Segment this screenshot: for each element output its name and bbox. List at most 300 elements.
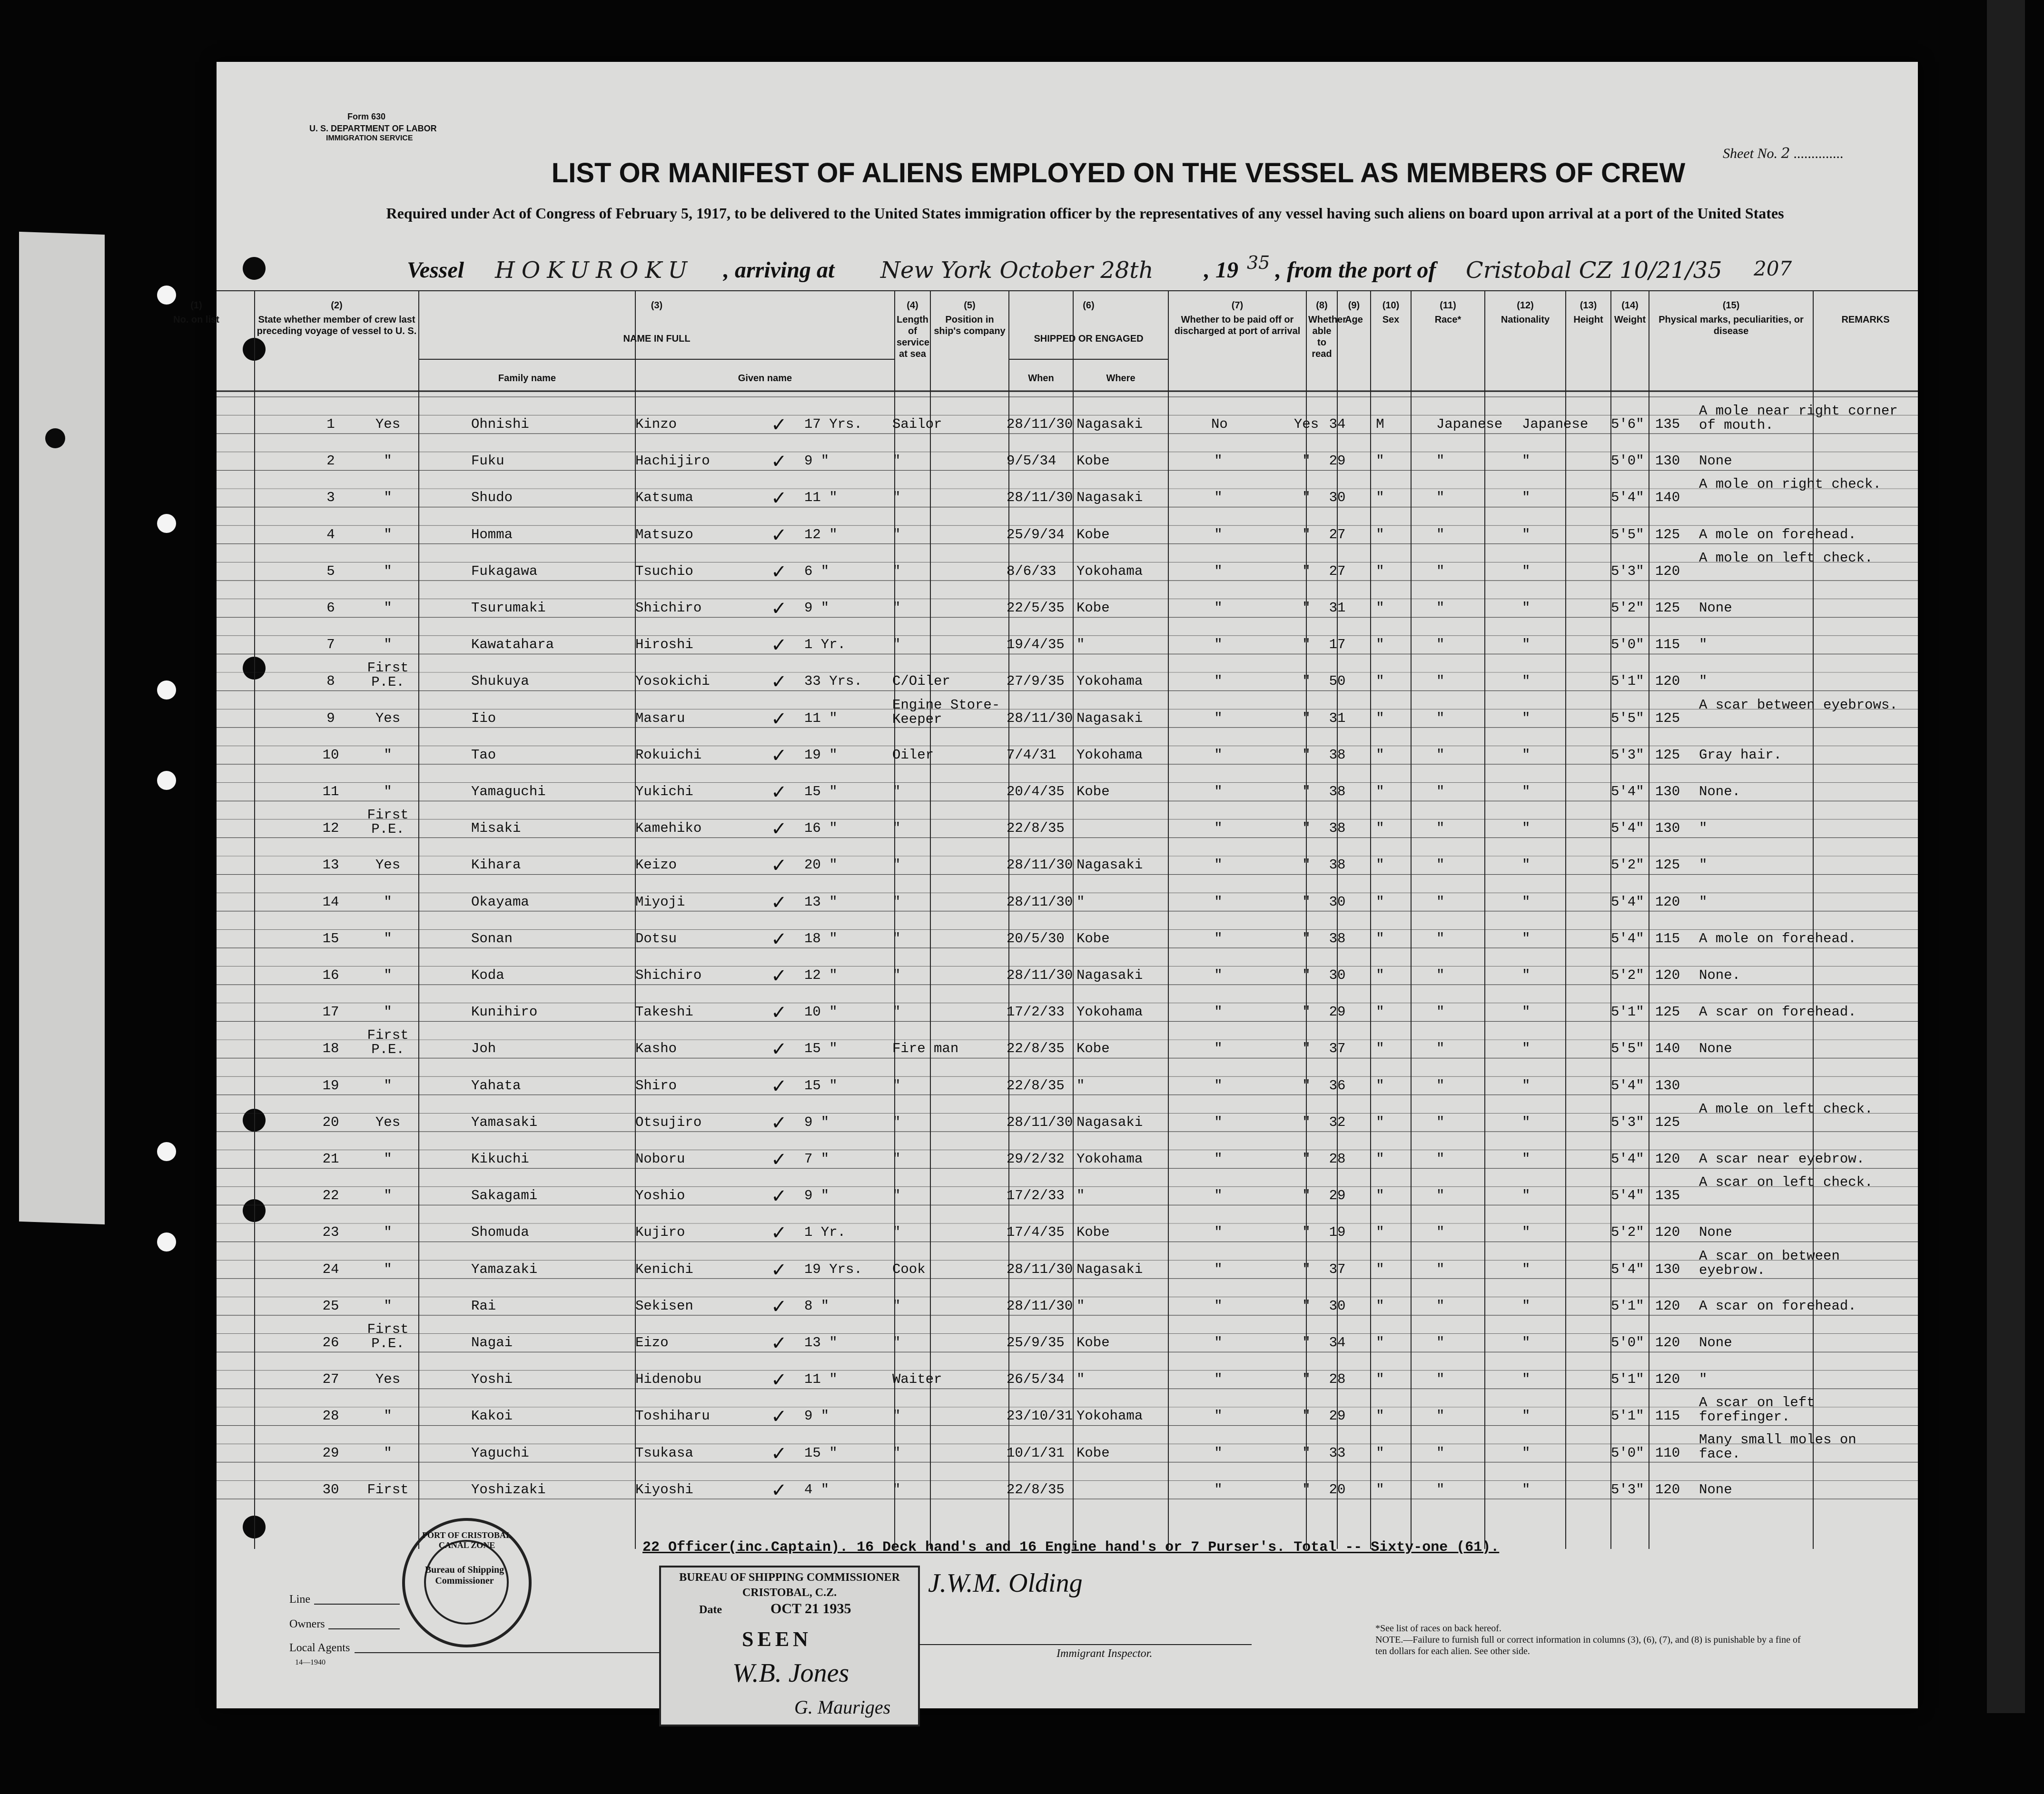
check-mark-icon: ✓ — [771, 1002, 787, 1024]
column-subheader: Given name — [738, 373, 792, 384]
cell-position: " — [892, 1445, 901, 1461]
cell-height: 5'4" — [1611, 1261, 1644, 1277]
cell-race: " — [1436, 894, 1445, 910]
cell-when: 19/4/35 — [1007, 637, 1065, 653]
cell-prev: First P.E. — [367, 1321, 409, 1351]
cell-family: Kawatahara — [471, 637, 554, 653]
cell-prev: " — [384, 637, 392, 653]
cell-when: 28/11/30 — [1007, 1114, 1073, 1130]
cell-paid: " — [1214, 710, 1223, 726]
cell-where: Nagasaki — [1076, 1261, 1143, 1277]
cell-weight: 130 — [1655, 1261, 1680, 1277]
cell-height: 5'4" — [1611, 1151, 1644, 1167]
cell-family: Yoshizaki — [471, 1481, 546, 1498]
cell-height: 5'3" — [1611, 1481, 1644, 1498]
cell-given: Yosokichi — [635, 673, 710, 690]
cell-service: 7 " — [804, 1151, 829, 1167]
cell-marks: Gray hair. — [1699, 747, 1782, 763]
check-mark-icon: ✓ — [771, 1442, 787, 1465]
cell-given: Dotsu — [635, 930, 677, 946]
cell-nat: " — [1522, 820, 1531, 837]
vessel-label: Vessel — [407, 257, 464, 283]
cell-given: Noboru — [635, 1151, 685, 1167]
cell-height: 5'1" — [1611, 1004, 1644, 1020]
arriving-value: New York October 28th — [880, 257, 1154, 284]
cell-prev: Yes — [375, 1371, 401, 1388]
cell-nat: " — [1522, 1408, 1531, 1424]
cell-nat: " — [1522, 1481, 1531, 1498]
cell-paid: " — [1214, 930, 1223, 946]
cell-no: 23 — [322, 1224, 339, 1241]
cell-no: 17 — [322, 1004, 339, 1020]
check-mark-icon: ✓ — [771, 781, 787, 803]
cell-where: Nagasaki — [1076, 967, 1143, 983]
cell-prev: Yes — [375, 710, 401, 726]
cell-sex: " — [1376, 1481, 1384, 1498]
cell-weight: 135 — [1655, 1188, 1680, 1204]
cell-given: Katsuma — [635, 490, 693, 506]
cell-service: 17 Yrs. — [804, 416, 862, 432]
cell-age: 50 — [1329, 673, 1346, 690]
cell-service: 9 " — [804, 1408, 829, 1424]
cell-no: 2 — [326, 453, 335, 469]
cell-paid: " — [1214, 1188, 1223, 1204]
cell-when: 17/4/35 — [1007, 1224, 1065, 1241]
cell-no: 11 — [322, 784, 339, 799]
cell-age: 38 — [1329, 747, 1346, 763]
check-mark-icon: ✓ — [771, 965, 787, 987]
cell-position: " — [892, 930, 901, 946]
check-mark-icon: ✓ — [771, 708, 787, 730]
cell-no: 25 — [322, 1298, 339, 1314]
cell-given: Sekisen — [635, 1298, 693, 1314]
cell-marks: " — [1699, 637, 1708, 653]
inspector-label: Immigrant Inspector. — [1057, 1647, 1153, 1660]
cell-given: Rokuichi — [635, 747, 702, 763]
cell-when: 22/8/35 — [1007, 820, 1065, 837]
cell-position: C/Oiler — [892, 673, 950, 690]
cell-read: " — [1302, 1371, 1311, 1388]
cell-age: 31 — [1329, 710, 1346, 726]
cell-weight: 125 — [1655, 600, 1680, 616]
cell-read: " — [1302, 490, 1311, 506]
cell-marks: None — [1699, 1335, 1732, 1350]
check-mark-icon: ✓ — [771, 1149, 787, 1171]
punch-hole — [157, 1232, 176, 1252]
cell-paid: " — [1214, 1151, 1223, 1167]
cell-marks: A scar on left forefinger. — [1699, 1395, 1815, 1425]
cell-height: 5'0" — [1611, 453, 1644, 469]
cell-no: 24 — [322, 1261, 339, 1277]
stamp-date: OCT 21 1935 — [770, 1601, 851, 1617]
cell-marks: None — [1699, 453, 1732, 469]
cell-no: 3 — [326, 490, 335, 506]
cell-when: 22/8/35 — [1007, 1041, 1065, 1057]
cell-family: Okayama — [471, 894, 529, 910]
check-mark-icon: ✓ — [771, 1479, 787, 1501]
cell-read: " — [1302, 600, 1311, 616]
cell-weight: 120 — [1655, 1151, 1680, 1167]
cell-where: " — [1076, 637, 1085, 653]
check-mark-icon: ✓ — [771, 414, 787, 436]
cell-position: " — [892, 1408, 901, 1424]
cell-read: " — [1302, 1041, 1311, 1057]
cell-position: " — [892, 820, 901, 837]
cell-service: 15 " — [804, 1445, 838, 1461]
cell-no: 1 — [326, 416, 335, 432]
scan-edge — [1987, 0, 2025, 1713]
cell-nat: " — [1522, 637, 1531, 653]
seal-inner-text: Bureau of Shipping Commissioner — [425, 1565, 504, 1586]
cell-age: 38 — [1329, 784, 1346, 799]
cell-age: 38 — [1329, 820, 1346, 837]
column-header: Race* — [1434, 315, 1461, 325]
cell-marks: None. — [1699, 967, 1741, 983]
cell-where: Kobe — [1076, 784, 1110, 799]
cell-age: 28 — [1329, 1371, 1346, 1388]
cell-sex: " — [1376, 563, 1384, 579]
cell-position: " — [892, 1188, 901, 1204]
cell-weight: 125 — [1655, 1004, 1680, 1020]
cell-race: " — [1436, 526, 1445, 542]
column-number: (10) — [1382, 300, 1400, 311]
cell-race: " — [1436, 784, 1445, 799]
cell-marks: None — [1699, 600, 1732, 616]
cell-weight: 120 — [1655, 1481, 1680, 1498]
cell-age: 38 — [1329, 930, 1346, 946]
cell-family: Kunihiro — [471, 1004, 538, 1020]
cell-no: 4 — [326, 526, 335, 542]
cell-service: 19 " — [804, 747, 838, 763]
punch-hole — [157, 771, 176, 790]
cell-given: Miyoji — [635, 894, 685, 910]
cell-where: Kobe — [1076, 930, 1110, 946]
from-label: , from the port of — [1275, 257, 1436, 283]
check-mark-icon: ✓ — [771, 1112, 787, 1134]
race-note: *See list of races on back hereof. — [1375, 1623, 1501, 1634]
cell-paid: " — [1214, 1481, 1223, 1498]
cell-read: " — [1302, 1224, 1311, 1241]
column-header: Physical marks, peculiarities, or disease — [1659, 315, 1804, 336]
cell-nat: " — [1522, 1298, 1531, 1314]
cell-given: Shiro — [635, 1077, 677, 1094]
cell-nat: " — [1522, 1445, 1531, 1461]
cell-height: 5'1" — [1611, 1298, 1644, 1314]
cell-where: Kobe — [1076, 526, 1110, 542]
cell-age: 29 — [1329, 1408, 1346, 1424]
column-header: State whether member of crew last preceding voyage of vessel to U. S. — [257, 315, 417, 336]
check-mark-icon: ✓ — [771, 1369, 787, 1391]
cell-sex: " — [1376, 1445, 1384, 1461]
cell-where: Kobe — [1076, 1445, 1110, 1461]
cell-weight: 120 — [1655, 1335, 1680, 1350]
service-label: IMMIGRATION SERVICE — [326, 134, 413, 142]
cell-race: " — [1436, 1224, 1445, 1241]
cell-nat: " — [1522, 1077, 1531, 1094]
cell-height: 5'4" — [1611, 820, 1644, 837]
cell-paid: " — [1214, 1298, 1223, 1314]
footnote — [1375, 1623, 1804, 1657]
department-label: U. S. DEPARTMENT OF LABOR — [309, 124, 437, 133]
cell-nat: " — [1522, 1335, 1531, 1350]
stamp-signature-2: G. Mauriges — [794, 1696, 891, 1718]
cell-age: 34 — [1329, 416, 1346, 432]
cell-when: 22/5/35 — [1007, 600, 1065, 616]
cell-marks: None — [1699, 1481, 1732, 1498]
cell-nat: " — [1522, 1041, 1531, 1057]
cell-height: 5'5" — [1611, 710, 1644, 726]
cell-sex: " — [1376, 857, 1384, 873]
cell-marks: None — [1699, 1224, 1732, 1241]
cell-sex: " — [1376, 1408, 1384, 1424]
cell-sex: " — [1376, 1371, 1384, 1388]
cell-position: " — [892, 967, 901, 983]
cell-sex: " — [1376, 1224, 1384, 1241]
cell-read: " — [1302, 453, 1311, 469]
cell-age: 31 — [1329, 600, 1346, 616]
cell-sex: " — [1376, 490, 1384, 506]
cell-given: Kiyoshi — [635, 1481, 693, 1498]
check-mark-icon: ✓ — [771, 818, 787, 840]
cell-weight: 120 — [1655, 1371, 1680, 1388]
cell-race: " — [1436, 1188, 1445, 1204]
cell-when: 28/11/30 — [1007, 857, 1073, 873]
check-mark-icon: ✓ — [771, 451, 787, 473]
cell-given: Hidenobu — [635, 1371, 702, 1388]
cell-marks: " — [1699, 673, 1708, 690]
cell-read: " — [1302, 894, 1311, 910]
cell-given: Kenichi — [635, 1261, 693, 1277]
cell-when: 22/8/35 — [1007, 1077, 1065, 1094]
cell-height: 5'0" — [1611, 1335, 1644, 1350]
column-number: (11) — [1440, 300, 1456, 311]
cell-given: Hachijiro — [635, 453, 710, 469]
arriving-label: , arriving at — [723, 257, 835, 283]
cell-age: 37 — [1329, 1261, 1346, 1277]
cell-position: " — [892, 453, 901, 469]
cell-prev: First P.E. — [367, 660, 409, 690]
punch-hole — [157, 680, 176, 700]
cell-age: 28 — [1329, 1151, 1346, 1167]
cell-where: " — [1076, 1188, 1085, 1204]
cell-service: 15 " — [804, 784, 838, 799]
cell-when: 25/9/34 — [1007, 526, 1065, 542]
cell-prev: " — [384, 967, 392, 983]
cell-height: 5'3" — [1611, 563, 1644, 579]
check-mark-icon: ✓ — [771, 1332, 787, 1354]
cell-service: 9 " — [804, 1188, 829, 1204]
cell-when: 27/9/35 — [1007, 673, 1065, 690]
cell-height: 5'3" — [1611, 1114, 1644, 1130]
cell-paid: " — [1214, 1408, 1223, 1424]
cell-prev: " — [384, 784, 392, 799]
cell-height: 5'2" — [1611, 967, 1644, 983]
column-number: (4) — [907, 300, 918, 311]
column-number: (7) — [1231, 300, 1244, 311]
cell-age: 33 — [1329, 1445, 1346, 1461]
cell-nat: " — [1522, 1151, 1531, 1167]
cell-when: 25/9/35 — [1007, 1335, 1065, 1350]
cell-prev: " — [384, 894, 392, 910]
cell-family: Kikuchi — [471, 1151, 529, 1167]
cell-weight: 125 — [1655, 1114, 1680, 1130]
cell-weight: 120 — [1655, 673, 1680, 690]
penalty-note: NOTE.—Failure to furnish full or correct information in columns (3), (6), (7), and (8) is punishable by a fine of ten dollars for each alien. See other side. — [1375, 1635, 1801, 1656]
cell-paid: " — [1214, 526, 1223, 542]
cell-age: 27 — [1329, 526, 1346, 542]
column-header: Sex — [1382, 315, 1400, 325]
cell-given: Masaru — [635, 710, 685, 726]
cell-prev: Yes — [375, 1114, 401, 1130]
vessel-name: HOKUROKU — [495, 257, 694, 284]
cell-family: Kihara — [471, 857, 521, 873]
cell-race: " — [1436, 1114, 1445, 1130]
punch-hole — [157, 1142, 176, 1161]
stamp-signature-1: W.B. Jones — [732, 1658, 849, 1688]
cell-marks: A mole on forehead. — [1699, 930, 1856, 946]
cell-no: 18 — [322, 1041, 339, 1057]
column-header: Whether to be paid off or discharged at port of arrival — [1174, 315, 1301, 336]
cell-height: 5'4" — [1611, 1188, 1644, 1204]
check-mark-icon: ✓ — [771, 671, 787, 693]
cell-when: 20/5/30 — [1007, 930, 1065, 946]
cell-marks: " — [1699, 894, 1708, 910]
check-mark-icon: ✓ — [771, 487, 787, 510]
cell-family: Sonan — [471, 930, 513, 946]
cell-prev: Yes — [375, 416, 401, 432]
cell-position: Cook — [892, 1261, 926, 1277]
cell-service: 4 " — [804, 1481, 829, 1498]
cell-paid: " — [1214, 563, 1223, 579]
cell-family: Yamazaki — [471, 1261, 538, 1277]
cell-read: " — [1302, 1445, 1311, 1461]
local-agents-label: Local Agents — [289, 1642, 350, 1654]
check-mark-icon: ✓ — [771, 1038, 787, 1061]
cell-weight: 130 — [1655, 1077, 1680, 1094]
cell-given: Tsuchio — [635, 563, 693, 579]
cell-family: Ohnishi — [471, 416, 529, 432]
cell-where: Kobe — [1076, 600, 1110, 616]
cell-where: Nagasaki — [1076, 490, 1143, 506]
column-subheader: Where — [1106, 373, 1136, 384]
punch-hole — [157, 514, 176, 533]
cell-sex: M — [1376, 416, 1384, 432]
cell-family: Shukuya — [471, 673, 529, 690]
cell-position: " — [892, 1481, 901, 1498]
cell-family: Tao — [471, 747, 496, 763]
cell-sex: " — [1376, 526, 1384, 542]
cell-given: Kasho — [635, 1041, 677, 1057]
year-value: 35 — [1247, 252, 1270, 273]
cell-age: 29 — [1329, 1004, 1346, 1020]
cell-service: 6 " — [804, 563, 829, 579]
cell-position: " — [892, 1004, 901, 1020]
column-number: (1) — [190, 300, 202, 311]
cell-read: " — [1302, 637, 1311, 653]
cell-no: 16 — [322, 967, 339, 983]
cell-race: " — [1436, 857, 1445, 873]
cell-no: 10 — [322, 747, 339, 763]
cell-given: Yoshio — [635, 1188, 685, 1204]
cell-prev: " — [384, 1224, 392, 1241]
cell-nat: " — [1522, 747, 1531, 763]
stamp-bureau: BUREAU OF SHIPPING COMMISSIONER — [679, 1571, 900, 1584]
cell-service: 33 Yrs. — [804, 673, 862, 690]
cell-read: " — [1302, 1298, 1311, 1314]
cell-race: " — [1436, 453, 1445, 469]
cell-where: " — [1076, 1077, 1085, 1094]
cell-sex: " — [1376, 1114, 1384, 1130]
cell-age: 27 — [1329, 563, 1346, 579]
column-number: (14) — [1621, 300, 1639, 311]
cell-height: 5'6" — [1611, 416, 1644, 432]
cell-prev: First — [367, 1481, 409, 1498]
cell-prev: " — [384, 1261, 392, 1277]
cell-when: 17/2/33 — [1007, 1188, 1065, 1204]
column-number: (2) — [331, 300, 343, 311]
cell-paid: No — [1211, 416, 1228, 432]
cell-where: Nagasaki — [1076, 416, 1143, 432]
cell-sex: " — [1376, 820, 1384, 837]
cell-nat: Japanese — [1522, 416, 1589, 432]
cell-age: 34 — [1329, 1335, 1346, 1350]
cell-race: " — [1436, 710, 1445, 726]
cell-paid: " — [1214, 967, 1223, 983]
cell-read: " — [1302, 857, 1311, 873]
cell-prev: " — [384, 1151, 392, 1167]
cell-read: " — [1302, 1114, 1311, 1130]
cell-race: " — [1436, 747, 1445, 763]
cell-where: Kobe — [1076, 453, 1110, 469]
cell-given: Shichiro — [635, 967, 702, 983]
cell-paid: " — [1214, 490, 1223, 506]
cell-weight: 120 — [1655, 967, 1680, 983]
cell-read: " — [1302, 747, 1311, 763]
cell-service: 20 " — [804, 857, 838, 873]
cell-read: " — [1302, 1151, 1311, 1167]
cell-prev: " — [384, 930, 392, 946]
manifest-table-grid — [217, 290, 1918, 1549]
column-number: (3) — [651, 300, 663, 311]
cell-weight: 115 — [1655, 637, 1680, 653]
check-mark-icon: ✓ — [771, 561, 787, 583]
cell-when: 29/2/32 — [1007, 1151, 1065, 1167]
cell-sex: " — [1376, 930, 1384, 946]
cell-where: Yokohama — [1076, 1151, 1143, 1167]
cell-prev: " — [384, 1298, 392, 1314]
cell-family: Yamasaki — [471, 1114, 538, 1130]
column-header: Nationality — [1501, 315, 1550, 325]
cell-nat: " — [1522, 490, 1531, 506]
cell-when: 23/10/31 — [1007, 1408, 1073, 1424]
cell-age: 30 — [1329, 490, 1346, 506]
cell-service: 16 " — [804, 820, 838, 837]
cell-race: " — [1436, 1151, 1445, 1167]
cell-paid: " — [1214, 894, 1223, 910]
cell-sex: " — [1376, 747, 1384, 763]
column-subheader: When — [1028, 373, 1054, 384]
cell-no: 21 — [322, 1151, 339, 1167]
cell-no: 6 — [326, 600, 335, 616]
cell-when: 28/11/30 — [1007, 416, 1073, 432]
cell-weight: 140 — [1655, 490, 1680, 506]
cell-paid: " — [1214, 637, 1223, 653]
cell-height: 5'0" — [1611, 637, 1644, 653]
cell-family: Iio — [471, 710, 496, 726]
cell-race: " — [1436, 1298, 1445, 1314]
cell-height: 5'4" — [1611, 1077, 1644, 1094]
cell-race: " — [1436, 1004, 1445, 1020]
